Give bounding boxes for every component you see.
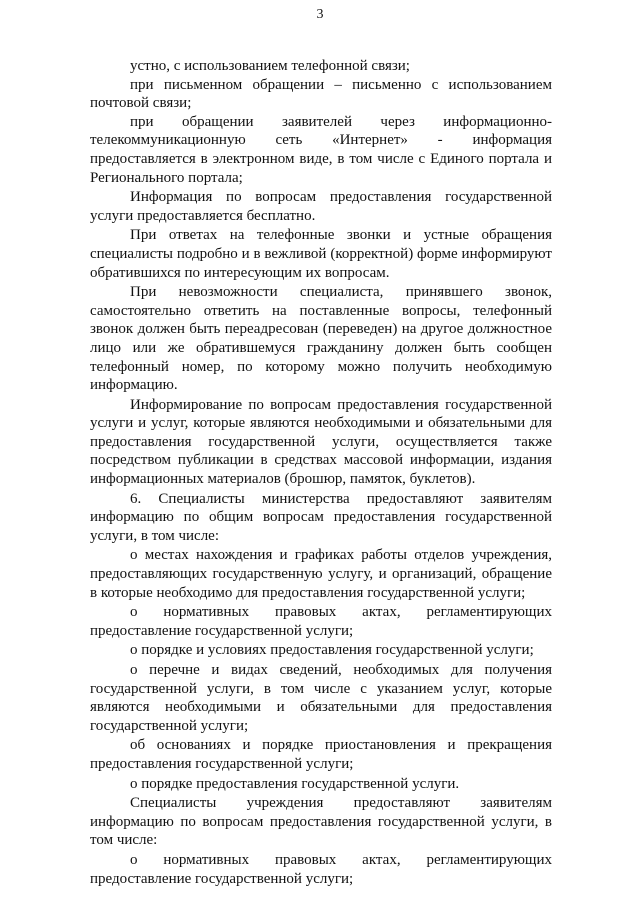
paragraph: при обращении заявителей через информационно-телекоммуникационную сеть «Интернет» - информация предоставляется в электронном виде, в том числе с Единого портала и Регионального портала; (90, 113, 552, 186)
paragraph: о нормативных правовых актах, регламентирующих предоставление государственной услуги; (90, 604, 552, 639)
paragraph: о местах нахождения и графиках работы отделов учреждения, предоставляющих государственную услугу, и организаций, обращение в которые необходимо для предоставления государственной услуги; (90, 547, 552, 601)
paragraph: Специалисты учреждения предоставляют заявителям информацию по вопросам предоставления государственной услуги, в том числе: (90, 795, 552, 849)
paragraph: о нормативных правовых актах, регламентирующих предоставление государственной услуги; (90, 851, 552, 887)
paragraph: При ответах на телефонные звонки и устные обращения специалисты подробно и в вежливой (корректной) форме информируют обратившихся по интересующим их вопросам. (90, 227, 552, 281)
document-body (90, 57, 552, 888)
paragraph: об основаниях и порядке приостановления и прекращения предоставления государственной услуги; (90, 737, 552, 772)
paragraph: 6. Специалисты министерства предоставляют заявителям информацию по общим вопросам предоставления государственной услуги, в том числе: (90, 490, 552, 544)
paragraph: при письменном обращении – письменно с использованием почтовой связи; (90, 76, 552, 112)
paragraph: о порядке предоставления государственной услуги. (130, 775, 460, 792)
paragraph: При невозможности специалиста, принявшего звонок, самостоятельно ответить на поставленные вопросы, телефонный звонок должен быть переадресован (переведен) на другое должностное лицо или же обратившемуся гражданину должен быть сообщен телефонный номер, по которому можно получить необходимую информацию. (90, 284, 552, 394)
paragraph: Информирование по вопросам предоставления государственной услуги и услуг, которые являются необходимыми и обязательными для предоставления государственной услуги, осуществляется также посредством публикации в средствах массовой информации, издания информационных материалов (брошюр, памяток, буклетов). (90, 396, 552, 488)
paragraph: Информация по вопросам предоставления государственной услуги предоставляется бесплатно. (90, 189, 552, 224)
paragraph: устно, с использованием телефонной связи; (130, 58, 410, 74)
paragraph: о порядке и условиях предоставления государственной услуги; (130, 642, 534, 659)
page-number: 3 (316, 7, 324, 22)
paragraph: о перечне и видах сведений, необходимых для получения государственной услуги, в том числе с указанием услуг, которые являются необходимыми и обязательными для предоставления государственной услуги; (90, 662, 552, 734)
